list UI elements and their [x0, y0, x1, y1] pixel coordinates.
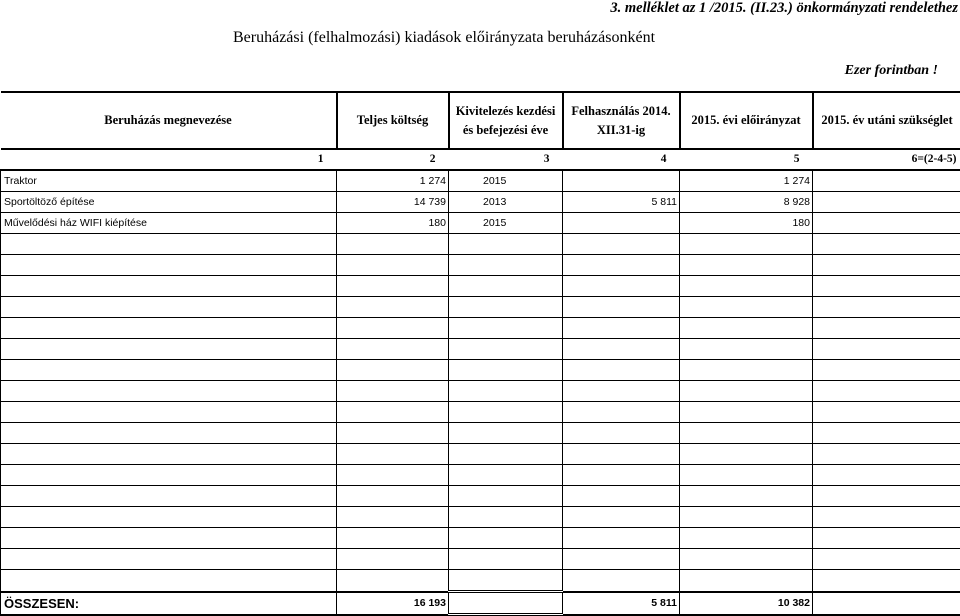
empty-cell — [337, 486, 449, 507]
empty-cell — [563, 507, 680, 528]
empty-cell — [680, 318, 813, 339]
empty-cell — [563, 318, 680, 339]
col-header-years: Kivitelezés kezdési és befejezési éve — [449, 92, 563, 149]
empty-cell — [680, 255, 813, 276]
row-total-cost: 14 739 — [337, 192, 449, 213]
empty-cell — [337, 318, 449, 339]
empty-cell — [1, 255, 337, 276]
empty-cell — [563, 402, 680, 423]
empty-table-row — [1, 465, 960, 486]
col-header-used: Felhasználás 2014. XII.31-ig — [563, 92, 680, 149]
empty-cell — [1, 381, 337, 402]
empty-cell — [1, 444, 337, 465]
empty-cell — [563, 339, 680, 360]
empty-cell — [813, 507, 960, 528]
empty-cell — [1, 318, 337, 339]
empty-table-row — [1, 234, 960, 255]
empty-cell — [813, 381, 960, 402]
empty-cell — [449, 360, 563, 381]
empty-cell — [449, 234, 563, 255]
empty-cell — [563, 570, 680, 592]
empty-cell — [337, 402, 449, 423]
col-header-name: Beruházás megnevezése — [1, 92, 337, 149]
col-number-4: 4 — [563, 149, 680, 170]
empty-cell — [813, 318, 960, 339]
empty-cell — [563, 276, 680, 297]
table-row — [1, 192, 960, 213]
empty-cell — [813, 234, 960, 255]
empty-table-row — [1, 297, 960, 318]
row-used: 5 811 — [563, 192, 680, 213]
empty-cell — [449, 381, 563, 402]
empty-table-row — [1, 486, 960, 507]
empty-cell — [337, 465, 449, 486]
empty-cell — [813, 549, 960, 570]
empty-cell — [449, 486, 563, 507]
empty-cell — [680, 360, 813, 381]
empty-cell — [1, 528, 337, 549]
empty-table-row — [1, 318, 960, 339]
row-after — [813, 192, 960, 213]
empty-cell — [813, 444, 960, 465]
empty-cell — [449, 339, 563, 360]
unit-note: Ezer forintban ! — [844, 63, 938, 78]
investment-table — [0, 91, 960, 616]
col-header-total-cost: Teljes költség — [337, 92, 449, 149]
empty-table-row — [1, 381, 960, 402]
row-after — [813, 170, 960, 192]
total-used-sum: 5 811 — [563, 592, 680, 615]
row-name: Művelődési ház WIFI kiépítése — [1, 213, 337, 234]
empty-cell — [680, 507, 813, 528]
empty-cell — [1, 360, 337, 381]
row-name: Traktor — [1, 170, 337, 192]
empty-cell — [449, 423, 563, 444]
total-planned-sum: 10 382 — [680, 592, 813, 615]
empty-cell — [337, 339, 449, 360]
col-number-6: 6=(2-4-5) — [813, 149, 960, 170]
empty-cell — [449, 465, 563, 486]
empty-cell — [680, 234, 813, 255]
row-total-cost: 1 274 — [337, 170, 449, 192]
table-row — [1, 170, 960, 192]
empty-cell — [337, 360, 449, 381]
empty-cell — [680, 486, 813, 507]
col-number-2: 2 — [337, 149, 449, 170]
empty-cell — [1, 549, 337, 570]
empty-cell — [1, 570, 337, 592]
empty-cell — [563, 234, 680, 255]
empty-cell — [337, 570, 449, 592]
empty-cell — [337, 381, 449, 402]
empty-table-row — [1, 549, 960, 570]
empty-cell — [449, 570, 563, 592]
total-after-sum — [813, 592, 960, 615]
empty-cell — [337, 234, 449, 255]
empty-cell — [563, 255, 680, 276]
empty-cell — [813, 360, 960, 381]
column-number-row — [1, 149, 960, 170]
empty-cell — [449, 444, 563, 465]
row-used — [563, 170, 680, 192]
empty-cell — [1, 465, 337, 486]
empty-table-row — [1, 360, 960, 381]
empty-cell — [337, 528, 449, 549]
empty-table-row — [1, 570, 960, 592]
empty-cell — [563, 360, 680, 381]
row-used — [563, 213, 680, 234]
empty-cell — [563, 423, 680, 444]
col-number-5: 5 — [680, 149, 813, 170]
empty-cell — [813, 528, 960, 549]
empty-cell — [680, 339, 813, 360]
empty-cell — [337, 444, 449, 465]
row-planned: 1 274 — [680, 170, 813, 192]
empty-cell — [563, 465, 680, 486]
empty-table-row — [1, 339, 960, 360]
empty-cell — [1, 486, 337, 507]
empty-cell — [680, 276, 813, 297]
row-planned: 180 — [680, 213, 813, 234]
empty-cell — [563, 381, 680, 402]
empty-cell — [1, 402, 337, 423]
empty-cell — [1, 297, 337, 318]
empty-cell — [680, 549, 813, 570]
empty-cell — [449, 255, 563, 276]
empty-cell — [337, 549, 449, 570]
empty-cell — [680, 297, 813, 318]
empty-cell — [680, 528, 813, 549]
empty-cell — [337, 507, 449, 528]
empty-cell — [449, 402, 563, 423]
row-total-cost: 180 — [337, 213, 449, 234]
empty-cell — [813, 339, 960, 360]
empty-cell — [1, 276, 337, 297]
row-planned: 8 928 — [680, 192, 813, 213]
empty-cell — [680, 570, 813, 592]
total-cost-sum: 16 193 — [337, 592, 449, 615]
empty-cell — [680, 444, 813, 465]
empty-table-row — [1, 423, 960, 444]
empty-table-row — [1, 528, 960, 549]
row-years: 2013 — [449, 192, 563, 213]
empty-cell — [337, 423, 449, 444]
empty-cell — [813, 486, 960, 507]
table-header-row — [1, 92, 960, 149]
empty-cell — [680, 423, 813, 444]
col-header-after: 2015. év utáni szükséglet — [813, 92, 960, 149]
row-name: Sportöltöző építése — [1, 192, 337, 213]
row-years: 2015 — [449, 170, 563, 192]
empty-cell — [1, 507, 337, 528]
empty-cell — [449, 318, 563, 339]
col-number-3: 3 — [449, 149, 563, 170]
empty-cell — [563, 444, 680, 465]
empty-cell — [449, 549, 563, 570]
empty-cell — [1, 234, 337, 255]
col-header-planned: 2015. évi előirányzat — [680, 92, 813, 149]
empty-cell — [813, 276, 960, 297]
empty-cell — [563, 549, 680, 570]
empty-cell — [813, 297, 960, 318]
annex-reference: 3. melléklet az 1 /2015. (II.23.) önkormányzati rendelethez — [610, 0, 958, 16]
empty-cell — [813, 402, 960, 423]
empty-cell — [449, 507, 563, 528]
empty-cell — [337, 276, 449, 297]
empty-table-row — [1, 402, 960, 423]
row-years: 2015 — [449, 213, 563, 234]
empty-cell — [1, 423, 337, 444]
empty-table-row — [1, 444, 960, 465]
empty-table-row — [1, 507, 960, 528]
empty-cell — [813, 423, 960, 444]
row-after — [813, 213, 960, 234]
empty-cell — [680, 465, 813, 486]
empty-cell — [563, 486, 680, 507]
empty-cell — [813, 465, 960, 486]
empty-cell — [813, 570, 960, 592]
empty-cell — [449, 528, 563, 549]
empty-cell — [337, 297, 449, 318]
total-row — [1, 592, 960, 615]
table-row — [1, 213, 960, 234]
document-title: Beruházási (felhalmozási) kiadások előirányzata beruházásonként — [233, 29, 656, 46]
empty-cell — [449, 276, 563, 297]
empty-rows — [1, 234, 960, 592]
empty-cell — [337, 255, 449, 276]
empty-table-row — [1, 276, 960, 297]
empty-cell — [449, 297, 563, 318]
total-label: ÖSSZESEN: — [1, 592, 337, 615]
empty-cell — [563, 297, 680, 318]
empty-cell — [680, 402, 813, 423]
empty-cell — [1, 339, 337, 360]
empty-table-row — [1, 255, 960, 276]
col-number-1: 1 — [1, 149, 337, 170]
empty-cell — [813, 255, 960, 276]
empty-cell — [680, 381, 813, 402]
total-years-cell — [449, 592, 563, 615]
empty-cell — [563, 528, 680, 549]
